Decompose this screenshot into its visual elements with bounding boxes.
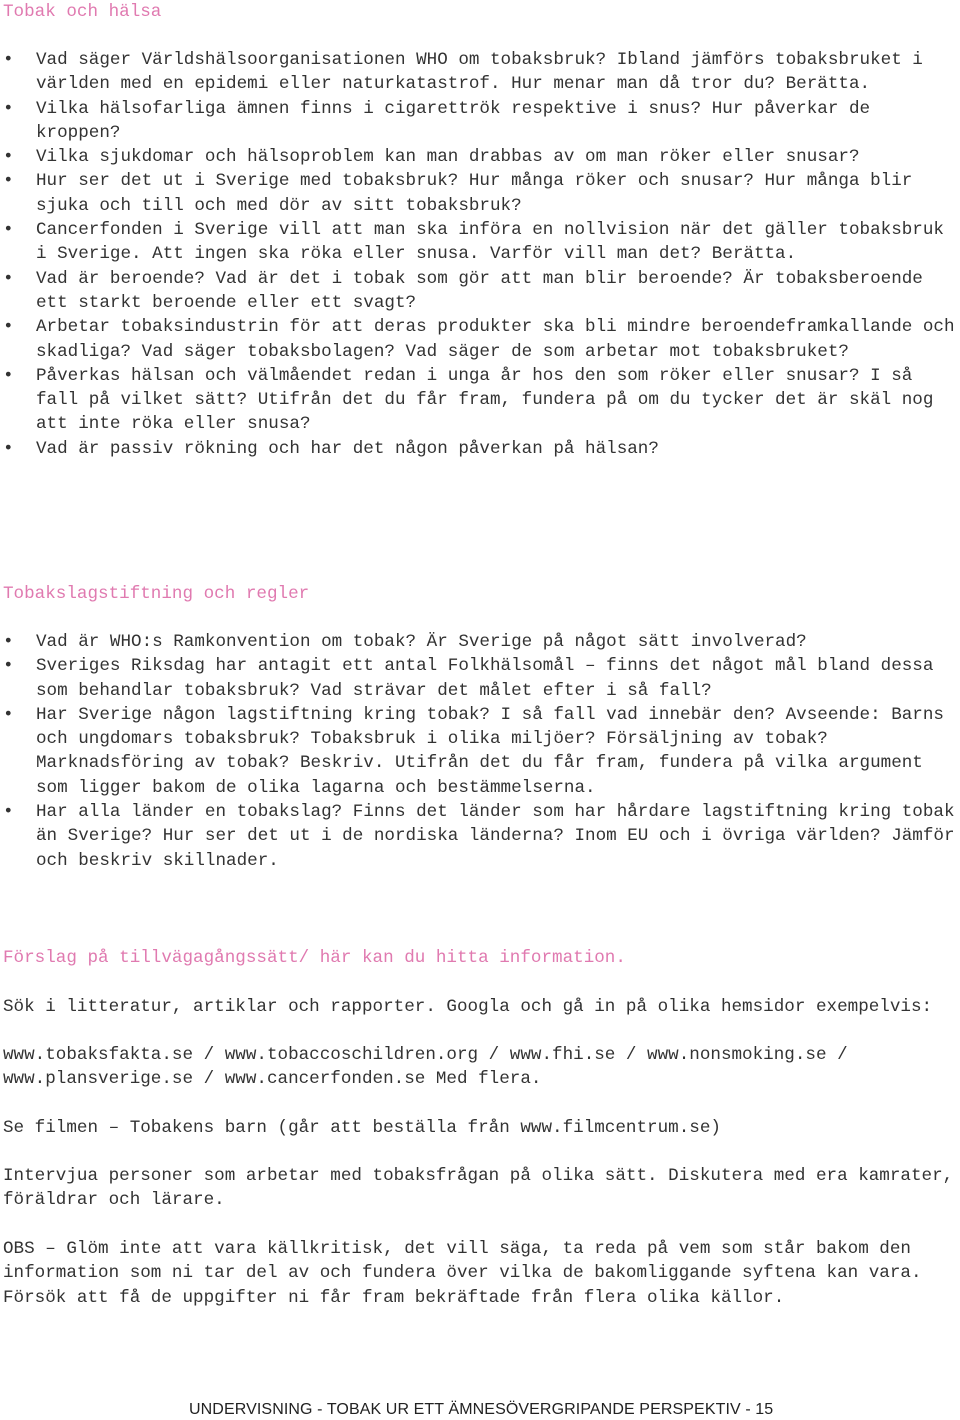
list-item-text: Vad säger Världshälsoorganisationen WHO om tobaksbruk? Ibland jämförs tobaksbruket i världen med en epidemi eller naturkatastrof. Hur menar man då tror du? Berätta. [36,50,923,95]
list-item [0,800,958,873]
bullet-icon: • [3,656,14,677]
list-item [0,169,958,218]
list-item-text: Sveriges Riksdag har antagit ett antal Folkhälsomål – finns det något mål bland dessa som behandlar tobaksbruk? Vad strävar det målet efter i så fall? [36,656,934,701]
bullet-icon: • [3,171,14,192]
bullet-icon: • [3,632,14,652]
question-list-tobakslagstiftning [0,630,958,873]
list-item [0,315,958,364]
list-item-text: Vad är beroende? Vad är det i tobak som gör att man blir beroende? Är tobaksberoende ett starkt beroende eller ett svagt? [36,268,923,313]
list-item-text: Hur ser det ut i Sverige med tobaksbruk? Hur många röker och snusar? Hur många blir sjuka och till och med dör av sitt tobaksbruk? [36,171,913,216]
list-item-text: Vad är WHO:s Ramkonvention om tobak? Är Sverige på något sätt involverad? [36,632,807,652]
bullet-icon: • [3,438,14,459]
info-obs-paragraph: OBS – Glöm inte att vara källkritisk, det vill säga, ta reda på vem som står bakom den information som ni tar del av och fundera över vilka de bakomliggande syftena kan vara. Försök att få de uppgifter ni får fram bekräftade från flera olika källor. [3,1239,922,1308]
list-item [0,364,958,437]
list-item-text: Vilka hälsofarliga ämnen finns i cigarettrök respektive i snus? Hur påverkar de kroppen? [36,98,871,143]
bullet-icon: • [3,802,14,823]
bullet-icon: • [3,98,14,119]
section-heading-tobak-och-halsa: Tobak och hälsa [3,2,162,22]
list-item [0,218,958,267]
info-film-paragraph: Se filmen – Tobakens barn (går att beställa från www.filmcentrum.se) [3,1118,721,1138]
bullet-icon: • [3,50,14,70]
list-item [0,48,958,97]
list-item-text: Cancerfonden i Sverige vill att man ska införa en nollvision när det gäller tobaksbruk i Sverige. Att ingen ska röka eller snusa. Varför vill man det? Berätta. [36,220,944,265]
bullet-icon: • [3,704,14,725]
list-item [0,97,958,146]
list-item-text: Vad är passiv rökning och har det någon påverkan på hälsan? [36,438,659,459]
section-heading-forslag: Förslag på tillvägagångssätt/ här kan du hitta information. [3,948,626,968]
list-item [0,703,958,800]
list-item [0,267,958,316]
list-item [0,145,958,169]
section-heading-tobakslagstiftning: Tobakslagstiftning och regler [3,584,310,604]
page-footer: UNDERVISNING - TOBAK UR ETT ÄMNESÖVERGRIPANDE PERSPEKTIV - 15 [189,1401,774,1418]
question-list-tobak-och-halsa [0,48,958,461]
bullet-icon: • [3,147,14,168]
bullet-icon: • [3,365,14,386]
bullet-icon: • [3,268,14,289]
list-item [0,654,958,703]
bullet-icon: • [3,317,14,338]
info-paragraph: Sök i litteratur, artiklar och rapporter. Googla och gå in på olika hemsidor exempelvis: [3,997,933,1017]
list-item-text: Vilka sjukdomar och hälsoproblem kan man drabbas av om man röker eller snusar? [36,147,860,168]
list-item-text: Har alla länder en tobakslag? Finns det länder som har hårdare lagstiftning kring tobak än Sverige? Hur ser det ut i de nordiska länderna? Inom EU och i övriga världen? Jämför och beskriv skillnader. [36,802,955,871]
info-interview-paragraph: Intervjua personer som arbetar med tobaksfrågan på olika sätt. Diskutera med era kamrater, föräldrar och lärare. [3,1166,954,1211]
list-item [0,630,958,654]
info-links-paragraph: www.tobaksfakta.se / www.tobaccoschildren.org / www.fhi.se / www.nonsmoking.se / www.plansverige.se / www.cancerfonden.se Med flera. [3,1045,848,1090]
list-item-text: Påverkas hälsan och välmåendet redan i unga år hos den som röker eller snusar? I så fall på vilket sätt? Utifrån det du får fram, fundera på om du tycker det är skäl nog att inte röka eller snusa? [36,365,934,435]
bullet-icon: • [3,220,14,241]
list-item [0,437,958,461]
list-item-text: Har Sverige någon lagstiftning kring tobak? I så fall vad innebär den? Avseende: Barns och ungdomars tobaksbruk? Tobaksbruk i olika miljöer? Försäljning av tobak? Marknadsföring av tobak? Beskriv. Utifrån det du får fram, fundera på vilka argument som ligger bakom de olika lagarna och bestämmelserna. [36,704,944,798]
list-item-text: Arbetar tobaksindustrin för att deras produkter ska bli mindre beroendeframkallande och skadliga? Vad säger tobaksbolagen? Vad säger de som arbetar mot tobaksbruket? [36,317,955,362]
